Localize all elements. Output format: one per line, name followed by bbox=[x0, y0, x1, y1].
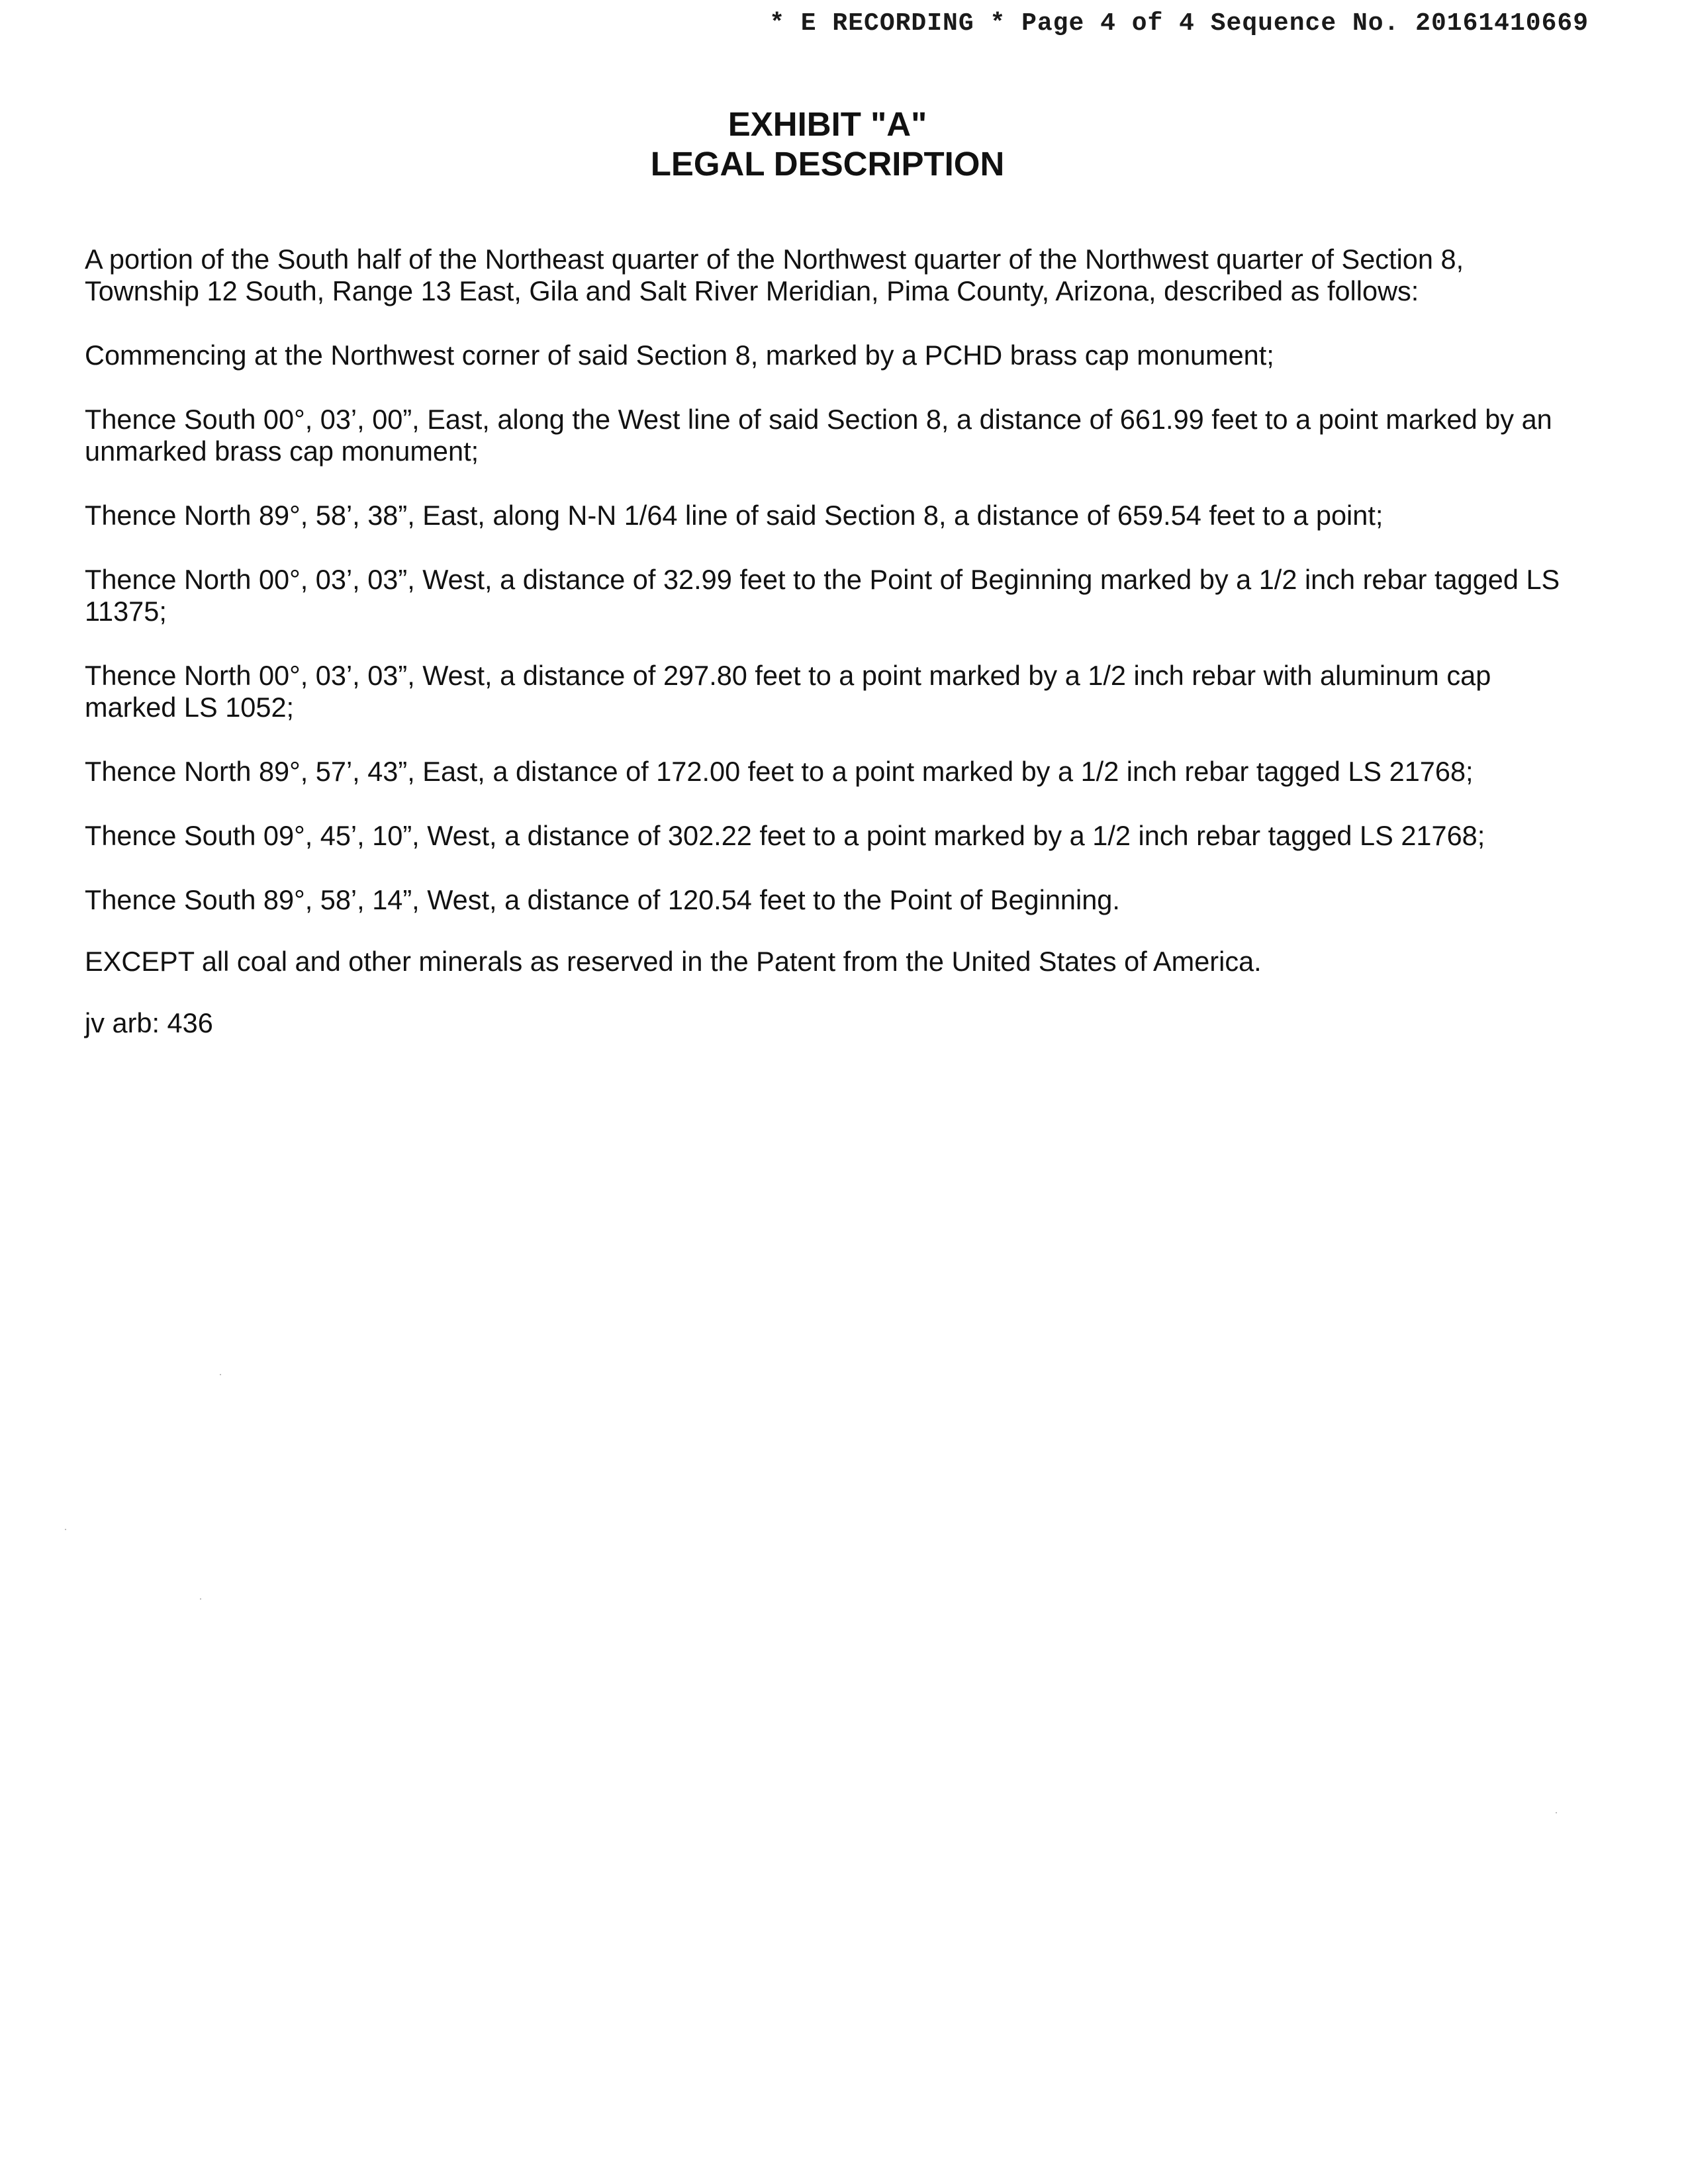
course-paragraph-2: Thence North 89°, 58’, 38”, East, along N-N 1/64 line of said Section 8, a distance of 659.54 feet to a point; bbox=[85, 500, 1383, 531]
course-paragraph-5: Thence North 89°, 57’, 43”, East, a distance of 172.00 feet to a point marked by a 1/2 inch rebar tagged LS 21768; bbox=[85, 756, 1474, 787]
course-paragraph-7: Thence South 89°, 58’, 14”, West, a distance of 120.54 feet to the Point of Beginning. bbox=[85, 884, 1120, 915]
exception-paragraph: EXCEPT all coal and other minerals as reserved in the Patent from the United States of America. bbox=[85, 946, 1262, 977]
scan-speck bbox=[1556, 1812, 1557, 1813]
intro-paragraph: A portion of the South half of the Northeast quarter of the Northwest quarter of the Northwest quarter of Section 8, Township 12 South, Range 13 East, Gila and Salt River Meridian, Pima County, Arizona, described as follows: bbox=[85, 244, 1464, 306]
legal-description-body bbox=[85, 244, 1568, 1071]
exhibit-title bbox=[0, 105, 1655, 184]
legal-description-heading: LEGAL DESCRIPTION bbox=[650, 145, 1005, 183]
exhibit-heading: EXHIBIT "A" bbox=[727, 105, 927, 143]
scan-speck bbox=[200, 1598, 201, 1600]
course-paragraph-3: Thence North 00°, 03’, 03”, West, a distance of 32.99 feet to the Point of Beginning marked by a 1/2 inch rebar tagged LS 11375; bbox=[85, 564, 1560, 627]
scan-speck bbox=[220, 1374, 221, 1375]
reference-note: jv arb: 436 bbox=[85, 1007, 213, 1038]
course-paragraph-4: Thence North 00°, 03’, 03”, West, a distance of 297.80 feet to a point marked by a 1/2 inch rebar with aluminum cap marked LS 1052; bbox=[85, 660, 1491, 723]
recording-stamp: * E RECORDING * Page 4 of 4 Sequence No. 20161410669 bbox=[769, 9, 1589, 38]
commencing-paragraph: Commencing at the Northwest corner of said Section 8, marked by a PCHD brass cap monument; bbox=[85, 340, 1274, 371]
scan-speck bbox=[65, 1529, 66, 1530]
course-paragraph-6: Thence South 09°, 45’, 10”, West, a distance of 302.22 feet to a point marked by a 1/2 inch rebar tagged LS 21768; bbox=[85, 820, 1485, 851]
course-paragraph-1: Thence South 00°, 03’, 00”, East, along the West line of said Section 8, a distance of 661.99 feet to a point marked by an unmarked brass cap monument; bbox=[85, 404, 1552, 467]
